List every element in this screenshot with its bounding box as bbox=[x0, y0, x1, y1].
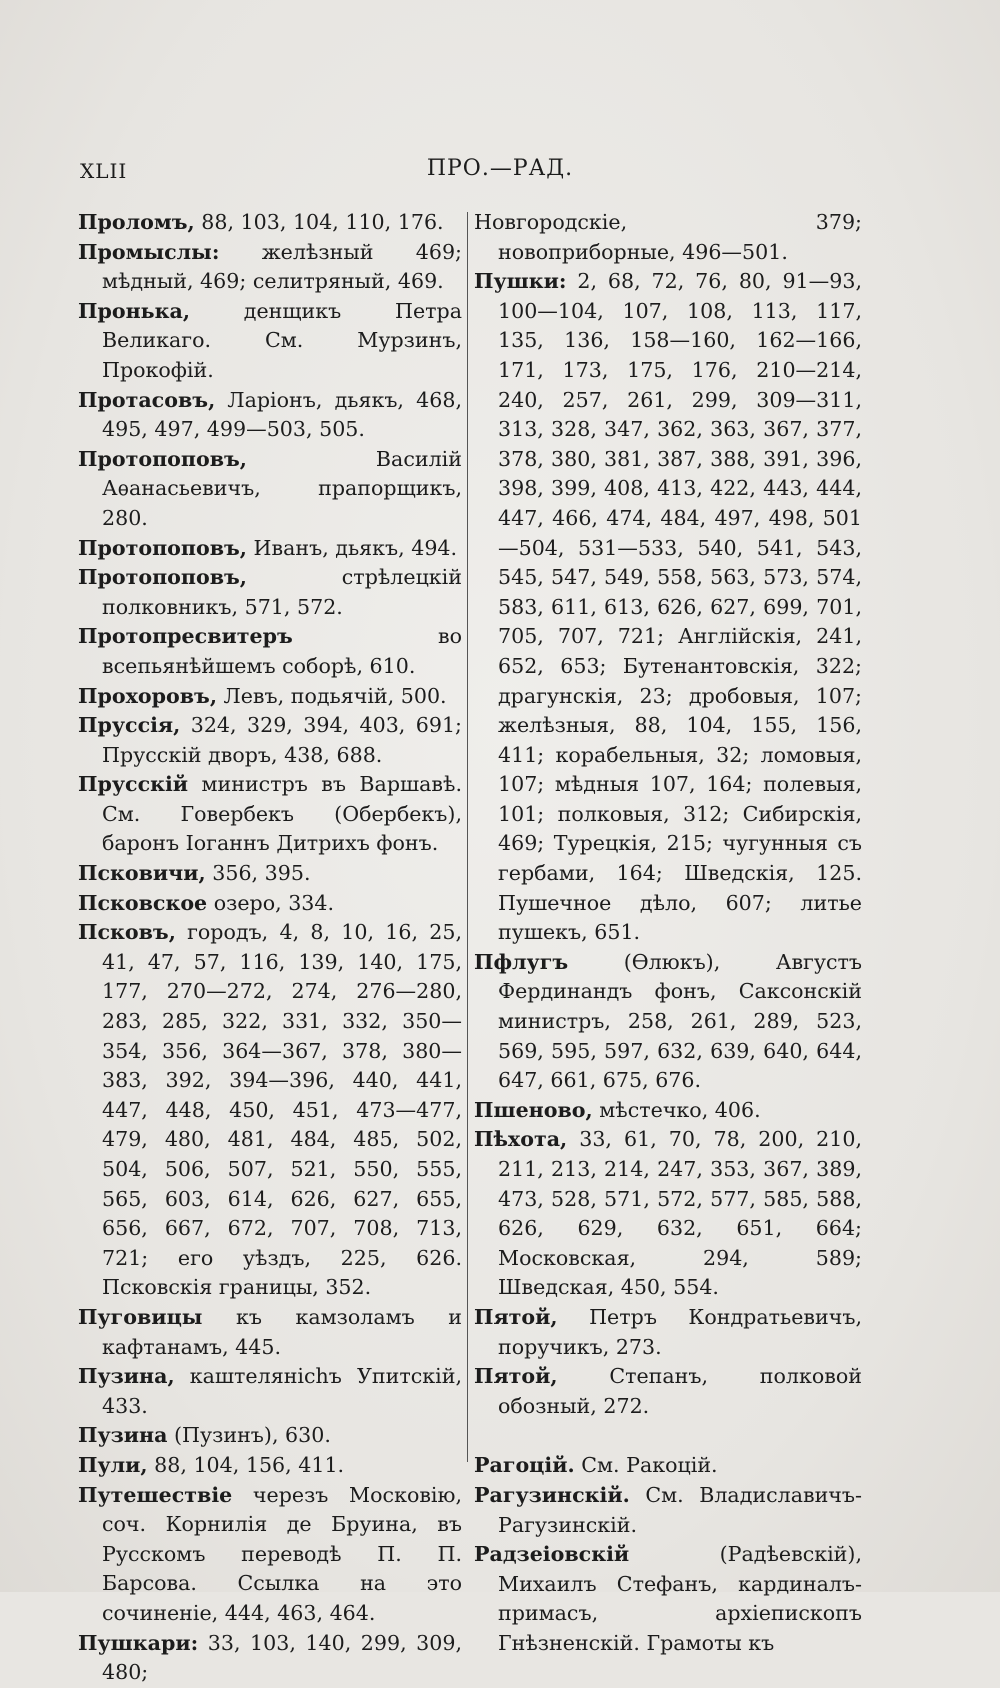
index-entry: Рагоцій. См. Ракоцій. bbox=[474, 1453, 718, 1478]
index-entry: Пуговицы къ камзоламъ и кафтанамъ, 445. bbox=[78, 1304, 462, 1359]
index-entry: Пузина (Пузинъ), 630. bbox=[78, 1423, 331, 1448]
index-entry: Промыслы: желѣзный 469; мѣдный, 469; селитряный, 469. bbox=[78, 239, 462, 294]
index-entry: Пушки: 2, 68, 72, 76, 80, 91—93, 100—104, 107, 108, 113, 117, 135, 136, 158—160, 162—166, 171, 173, 175, 176, 210—214, 240, 257, 261, 299, 309—311, 313, 328, 347, 362, 363, 367, 377, 378, 380, 381, 387, 388, 391, 396, 398, 399, 408, 413, 422, 443, 444, 447, 466, 474, 484, 497, 498, 501—504, 531—533, 540, 541, 543, 545, 547, 549, 558, 563, 573, 574, 583, 611, 613, 626, 627, 699, 701, 705, 707, 721; Англійскія, 241, 652, 653; Бутенантовскія, 322; драгунскія, 23; дробовыя, 107; желѣзныя, 88, 104, 155, 156, 411; корабельныя, 32; ломовыя, 107; мѣдныя 107, 164; полевыя, 101; полковыя, 312; Сибирскія, 469; Турецкія, 215; чугунныя съ гербами, 164; Шведскія, 125. Пушечное дѣло, 607; литье пушекъ, 651. bbox=[474, 269, 862, 945]
index-entry: Проломъ, 88, 103, 104, 110, 176. bbox=[78, 210, 444, 234]
index-entry: Протопоповъ, Василій Аѳанасьевичъ, прапорщикъ, 280. bbox=[78, 446, 462, 530]
index-entry: Протасовъ, Ларіонъ, дьякъ, 468, 495, 497, 499—503, 505. bbox=[78, 387, 462, 442]
index-entry: Пули, 88, 104, 156, 411. bbox=[78, 1452, 345, 1477]
left-column bbox=[78, 208, 462, 1688]
index-entry: Радзеіовскій (Радѣевскій), Михаилъ Стефанъ, кардиналъ-примасъ, архіепископъ Гнѣзненскій. Грамоты къ bbox=[474, 1542, 862, 1655]
index-entry: Пятой, Петръ Кондратьевичъ, поручикъ, 273. bbox=[474, 1304, 862, 1359]
index-entry: Пруссія, 324, 329, 394, 403, 691; Прусскій дворъ, 438, 688. bbox=[78, 713, 462, 767]
index-entry: Псковичи, 356, 395. bbox=[78, 861, 311, 886]
index-entry: Рагузинскій. См. Владиславичъ-Рагузинскій. bbox=[474, 1482, 862, 1537]
index-entry: Путешествіе черезъ Московію, соч. Корнилія де Бруина, въ Русскомъ переводѣ П. П. Барсова. Ссылка на это сочиненіе, 444, 463, 464. bbox=[78, 1482, 462, 1625]
index-entry: Псковъ, городъ, 4, 8, 10, 16, 25, 41, 47, 57, 116, 139, 140, 175, 177, 270—272, 274, 276—280, 283, 285, 322, 331, 332, 350—354, 356, 364—367, 378, 380—383, 392, 394—396, 440, 441, 447, 448, 450, 451, 473—477, 479, 480, 481, 484, 485, 502, 504, 506, 507, 521, 550, 555, 565, 603, 614, 626, 627, 655, 656, 667, 672, 707, 708, 713, 721; его уѣздъ, 225, 626. Псковскія границы, 352. bbox=[78, 920, 462, 1300]
running-head: ПРО.—РАД. bbox=[426, 156, 574, 181]
index-entry: Пузина, каштелянichъ Упитскій, 433. bbox=[78, 1364, 462, 1418]
index-entry: Пшеново, мѣстечко, 406. bbox=[474, 1097, 761, 1122]
index-entry: Прохоровъ, Левъ, подьячій, 500. bbox=[78, 683, 447, 708]
index-entry: Пушкари: 33, 103, 140, 299, 309, 480; bbox=[78, 1630, 462, 1685]
index-entry: Прусскій министръ въ Варшавѣ. См. Говербекъ (Обербекъ), баронъ Іоганнъ Дитрихъ фонъ. bbox=[78, 772, 462, 856]
index-entry: Пронька, денщикъ Петра Великаго. См. Мурзинъ, Прокофій. bbox=[78, 298, 462, 382]
right-column bbox=[474, 208, 862, 1659]
section-gap bbox=[474, 1421, 862, 1451]
index-entry: Псковское озеро, 334. bbox=[78, 890, 335, 915]
index-entry: Протопоповъ, стрѣлецкій полковникъ, 571, 572. bbox=[78, 565, 462, 619]
column-divider bbox=[467, 212, 468, 1462]
index-entry-continued: Новгородскіе, 379; новоприборные, 496—501. bbox=[474, 210, 862, 264]
index-entry: Пфлугъ (Ѳлюкъ), Августъ Фердинандъ фонъ, Саксонскій министръ, 258, 261, 289, 523, 569, 595, 597, 632, 639, 640, 644, 647, 661, 675, 676. bbox=[474, 949, 862, 1093]
index-entry: Пятой, Степанъ, полковой обозный, 272. bbox=[474, 1364, 862, 1418]
index-entry: Протопоповъ, Иванъ, дьякъ, 494. bbox=[78, 535, 458, 560]
index-entry: Протопресвитеръ во всепьянѣйшемъ соборѣ, 610. bbox=[78, 624, 462, 678]
page-number: XLII bbox=[80, 159, 128, 183]
index-entry: Пѣхота, 33, 61, 70, 78, 200, 210, 211, 213, 214, 247, 353, 367, 389, 473, 528, 571, 572, 577, 585, 588, 626, 629, 632, 651, 664; Московская, 294, 589; Шведская, 450, 554. bbox=[474, 1127, 862, 1300]
